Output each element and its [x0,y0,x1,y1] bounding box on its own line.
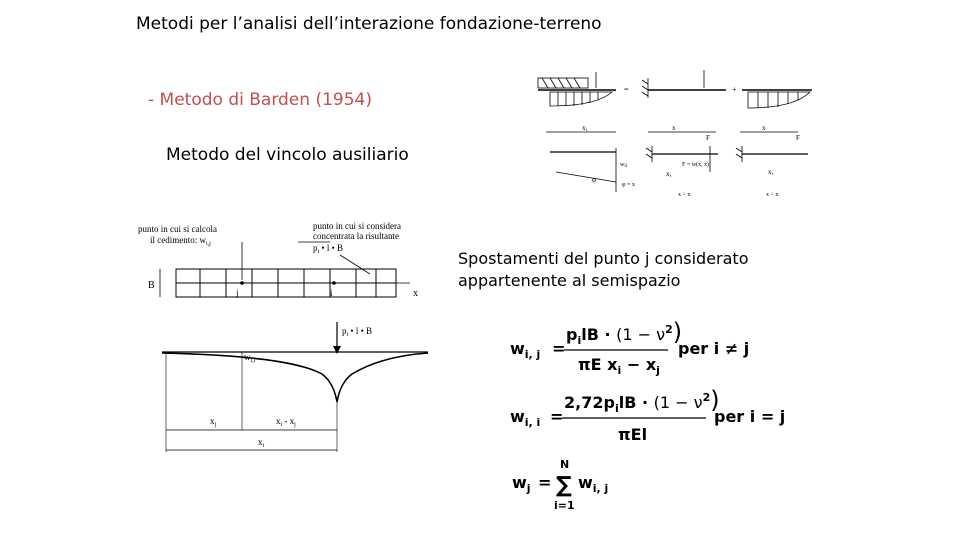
eq3-rhs: $w_{i, j}$ [578,473,609,495]
label-cond-1: x > x [678,192,691,198]
label-equals: = [624,85,629,94]
eq2-condition: per i = j [714,407,786,426]
displacement-note [458,248,818,292]
label-w: $w_{i,i}$ [244,352,256,364]
beam-reaction [742,90,812,108]
label-conc-point-2: concentrata la risultante [313,231,399,241]
eq1-condition: per i ≠ j [678,339,750,358]
eq1-numerator: $p_ilB \cdot (1 - \nu^2)$ [566,318,683,347]
eq2-equals: = [550,407,564,426]
leader-conc-b [340,255,370,274]
label-xi-top: xi [582,124,587,133]
eq3-sum-sign: ∑ [556,473,572,498]
label-i: i [330,288,333,298]
label-F1: F [706,134,710,142]
label-x: x [413,288,418,299]
method-name: Metodo del vincolo ausiliario [166,145,409,165]
label-load: $p_i$ • l • B [342,326,372,338]
beam-clamped [642,70,726,98]
label-calc-point-1: punto in cui si calcola [138,224,217,234]
eq2-denominator: πEl [618,425,648,444]
label-j: j [236,288,239,298]
label-xi-xj: $x_i - x_j$ [276,416,296,428]
eq1-equals: = [552,339,566,358]
eq3-equals: = [538,473,552,492]
label-wi: wii [620,162,628,169]
label-F-expr: F = w(x, x) [682,162,710,168]
label-conc-point-1: punto in cui si considera [313,221,401,231]
label-x-right: x [762,124,766,132]
equations-block [506,310,806,515]
eq3-sum-top: N [560,458,570,471]
label-xi-mid: xi [666,170,671,179]
label-x-mid: x [672,124,676,132]
eq3-lhs: $w_j$ [512,473,531,495]
clamped-beam-3 [736,146,808,162]
note-line-2: appartenente al semispazio [458,271,681,290]
eq2-numerator: $2,72p_ilB \cdot (1 - \nu^2)$ [564,386,720,415]
equation-2 [510,386,785,444]
label-calc-point-2: il cedimento: $w_{i,j}$ [150,235,211,247]
auxiliary-constraint-figure [536,62,816,212]
label-phi: φ [592,176,597,184]
slide-title: Metodi per l’analisi dell’interazione fondazione-terreno [136,14,602,34]
label-xj: $x_j$ [210,416,217,428]
deflected-beam [550,148,616,192]
clamped-beam-2 [646,146,718,172]
label-plus: + [732,85,737,94]
settlement-curve [162,353,428,402]
point-i [332,281,336,285]
equation-3 [512,458,608,512]
beam-loaded [538,72,616,106]
eq3-sum-bottom: i=1 [554,499,575,512]
barden-diagram-figure [130,212,430,462]
label-phi-expr: φ = x [622,182,635,188]
eq2-lhs: $w_{i, i}$ [510,407,541,429]
load-arrowhead [333,346,341,354]
equation-1 [510,318,749,377]
label-conc-point-3: $p_i$ • l • B [313,243,343,255]
point-j [240,281,244,285]
label-B: B [148,280,155,291]
label-cond-2: x < x [766,192,779,198]
label-F2: F [796,134,800,142]
label-xi: $x_i$ [258,437,265,449]
note-line-1: Spostamenti del punto j considerato [458,249,749,268]
label-xi-right: xi [768,168,773,177]
method-subtitle: - Metodo di Barden (1954) [148,90,372,110]
eq1-denominator: πE $x_i - x_j$ [578,355,660,377]
eq1-lhs: $w_{i, j}$ [510,339,541,361]
